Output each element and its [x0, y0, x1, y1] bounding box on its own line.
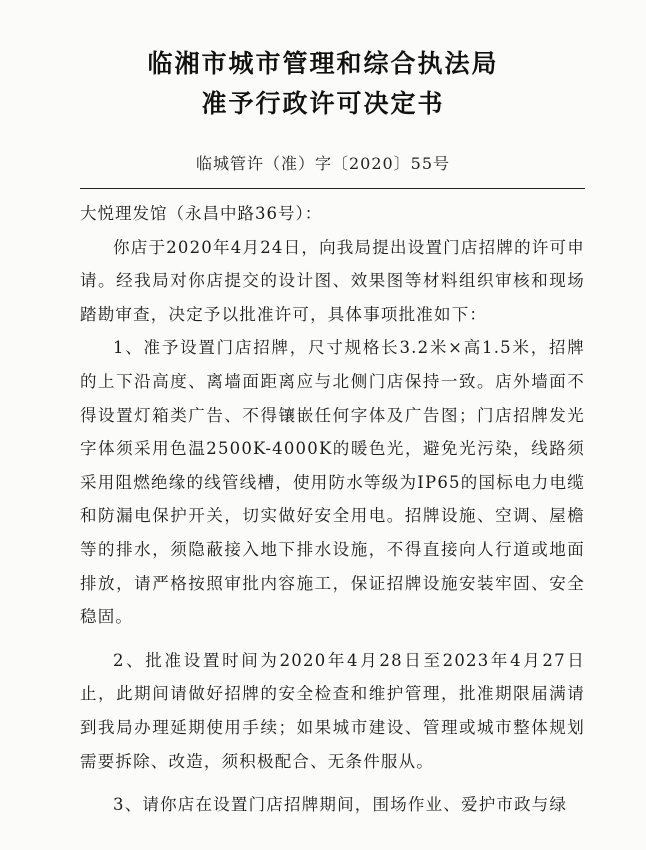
document-number: 临城管许（准）字〔2020〕55号: [195, 154, 451, 173]
item-paragraph-1: 1、准予设置门店招牌，尺寸规格长3.2米×高1.5米，招牌的上下沿高度、离墙面距离应与北侧门店保持一致。店外墙面不得设置灯箱类广告、不得镶嵌任何字体及广告图；门店招牌发光字体须采用色温2500K-4000K的暖色光，避免光污染，线路须采用阻燃绝缘的线管线槽，使用防水等级为IP65的国标电力电缆和防漏电保护开关，切实做好安全用电。招牌设施、空调、屋檐等的排水，须隐蔽接入地下排水设施，不得直接向人行道或地面排放，请严格按照审批内容施工，保证招牌设施安装牢固、安全稳固。: [80, 338, 585, 627]
intro-paragraph: 你店于2020年4月24日，向我局提出设置门店招牌的许可申请。经我局对你店提交的设计图、效果图等材料组织审核和现场踏勘审查，决定予以批准许可，具体事项批准如下：: [80, 237, 585, 324]
agency-title: 临湘市城市管理和综合执法局: [147, 49, 499, 78]
item-paragraph-2: 2、批准设置时间为2020年4月28日至2023年4月27日止，此期间请做好招牌的安全检查和维护管理，批准期限届满请到我局办理延期使用手续；如果城市建设、管理或城市整体规划需要拆除、改造，须积极配合、无条件服从。: [80, 650, 585, 771]
document-body: [80, 197, 585, 822]
salutation: 大悦理发馆（永昌中路36号）：: [80, 204, 323, 223]
document-title: 准予行政许可决定书: [201, 89, 445, 118]
item-paragraph-3: 3、请你店在设置门店招牌期间，围场作业、爱护市政与绿: [113, 795, 568, 815]
header-divider: [80, 188, 585, 189]
